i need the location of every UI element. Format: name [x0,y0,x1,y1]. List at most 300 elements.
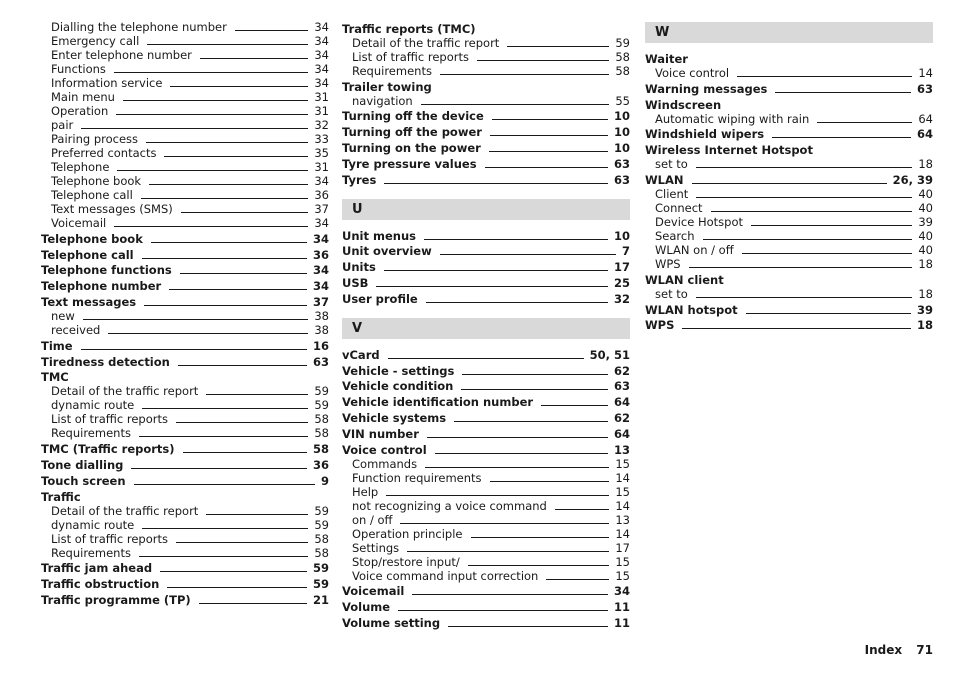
leader-line [178,365,307,366]
index-subentry[interactable] [645,66,933,80]
leader-line [703,239,913,240]
entry-label: Connect [655,200,703,215]
entry-page-number: 62 [613,410,630,425]
index-heading: Traffic [41,489,81,504]
footer-page-number: 71 [916,643,933,657]
index-subentry[interactable] [41,323,329,337]
index-subentry[interactable] [342,36,630,50]
index-subentry[interactable] [41,160,329,174]
entry-page-number: 34 [314,20,329,34]
entry-page-number: 59 [314,384,329,399]
entry-label: Tyres [342,172,377,187]
entry-label: Tone dialling [41,457,124,472]
entry-page-number: 59 [312,577,329,592]
index-entry[interactable] [41,339,329,353]
leader-line [477,60,609,61]
index-entry[interactable] [342,141,630,155]
leader-line [386,495,609,496]
entry-page-number: 34 [312,231,329,246]
leader-line [421,104,610,105]
index-subentry[interactable] [41,398,329,412]
entry-label: Stop/restore input/ [352,554,460,569]
entry-page-number: 17 [613,260,630,275]
index-entry[interactable] [342,157,630,171]
leader-line [131,468,307,469]
entry-label: Help [352,484,379,499]
index-entry[interactable] [645,318,933,332]
entry-label: Volume setting [342,615,441,630]
entry-page-number: 25 [613,275,630,290]
entry-page-number: 10 [613,228,630,243]
index-subentry[interactable] [645,287,933,301]
index-entry[interactable] [41,561,329,575]
index-entry[interactable] [342,260,630,274]
index-heading: WLAN client [645,272,724,287]
leader-line [114,72,308,73]
leader-line [440,254,616,255]
leader-line [746,313,911,314]
entry-page-number: 14 [615,470,630,485]
index-entry[interactable] [41,474,329,488]
leader-line [142,408,308,409]
index-entry[interactable] [41,577,329,591]
index-subentry[interactable] [41,146,329,160]
leader-line [108,333,308,334]
index-subentry[interactable] [41,518,329,532]
index-subentry[interactable] [41,104,329,118]
entry-label: Settings [352,540,400,555]
index-entry[interactable] [342,276,630,290]
entry-page-number: 13 [615,512,630,527]
index-subentry[interactable] [41,216,329,230]
entry-label: Voicemail [342,584,405,599]
index-column-3 [645,20,933,332]
index-subentry[interactable] [645,243,933,257]
index-entry[interactable] [645,173,933,187]
entry-label: Voice control [342,442,427,457]
entry-page-number: 10 [613,109,630,124]
entry-label: dynamic route [51,398,135,413]
page-footer [855,643,933,657]
leader-line [541,405,608,406]
index-entry[interactable] [645,303,933,317]
index-heading: Trailer towing [342,79,432,94]
leader-line [235,30,309,31]
entry-label: dynamic route [51,517,135,532]
leader-line [696,297,913,298]
entry-page-number: 38 [314,322,329,337]
index-subentry[interactable] [342,471,630,485]
index-subentry[interactable] [645,157,933,171]
leader-line [471,537,610,538]
entry-label: Information service [51,76,163,90]
leader-line [183,452,307,453]
leader-line [462,374,608,375]
index-subentry[interactable] [41,384,329,398]
index-subentry[interactable] [342,94,630,108]
index-subentry[interactable] [41,118,329,132]
index-entry[interactable] [342,427,630,441]
entry-page-number: 15 [615,484,630,499]
index-entry[interactable] [342,411,630,425]
leader-line [176,422,308,423]
entry-page-number: 34 [312,279,329,294]
index-entry[interactable] [342,125,630,139]
index-entry[interactable] [645,127,933,141]
index-subentry[interactable] [41,202,329,216]
leader-line [742,253,913,254]
entry-label: Vehicle condition [342,379,454,394]
index-entry[interactable] [41,295,329,309]
entry-page-number: 59 [615,35,630,50]
leader-line [149,184,308,185]
entry-label: navigation [352,93,413,108]
index-entry[interactable] [342,379,630,393]
index-subentry[interactable] [645,201,933,215]
entry-label: Requirements [51,545,131,560]
index-subentry[interactable] [41,174,329,188]
index-entry[interactable] [41,279,329,293]
entry-label: TMC (Traffic reports) [41,442,175,457]
entry-label: Detail of the traffic report [51,503,199,518]
entry-label: Turning off the device [342,109,484,124]
entry-page-number: 32 [314,118,329,132]
entry-label: WPS [655,256,681,271]
entry-page-number: 64 [613,395,630,410]
entry-page-number: 63 [613,156,630,171]
leader-line [555,509,610,510]
entry-page-number: 63 [312,354,329,369]
entry-page-number: 34 [312,263,329,278]
leader-line [81,349,307,350]
leader-line [134,484,315,485]
leader-line [376,286,608,287]
entry-page-number: 13 [613,442,630,457]
index-entry[interactable] [342,109,630,123]
entry-page-number: 58 [312,442,329,457]
entry-label: Turning off the power [342,125,482,140]
index-entry[interactable] [41,355,329,369]
leader-line [711,211,913,212]
entry-label: List of traffic reports [352,49,469,64]
entry-label: Function requirements [352,470,482,485]
entry-label: Voicemail [51,216,107,230]
index-subentry[interactable] [41,34,329,48]
index-entry[interactable] [41,232,329,246]
index-subentry[interactable] [41,48,329,62]
leader-line [123,100,308,101]
entry-page-number: 34 [314,62,329,76]
index-subentry[interactable] [342,64,630,78]
entry-page-number: 59 [312,561,329,576]
leader-line [144,305,307,306]
leader-line [412,594,608,595]
entry-page-number: 34 [314,216,329,230]
entry-label: User profile [342,291,418,306]
entry-page-number: 18 [916,318,933,333]
leader-line [490,135,608,136]
leader-line [461,389,608,390]
entry-page-number: 59 [314,503,329,518]
leader-line [81,128,308,129]
entry-label: Commands [352,456,418,471]
index-subentry[interactable] [342,485,630,499]
index-subentry[interactable] [41,546,329,560]
leader-line [489,151,608,152]
entry-label: Telephone [51,160,110,174]
index-subentry[interactable] [342,513,630,527]
entry-label: Telephone book [51,174,142,188]
leader-line [164,156,308,157]
index-entry[interactable] [342,173,630,187]
index-subentry[interactable] [342,457,630,471]
index-subentry[interactable] [342,569,630,583]
leader-line [485,167,608,168]
leader-line [398,610,608,611]
leader-line [139,436,308,437]
entry-page-number: 58 [615,49,630,64]
leader-line [546,579,609,580]
index-entry[interactable] [41,593,329,607]
index-entry[interactable] [342,364,630,378]
entry-label: WPS [645,318,675,333]
entry-label: Tiredness detection [41,354,170,369]
index-subentry[interactable] [41,412,329,426]
leader-line [170,86,308,87]
entry-page-number: 18 [918,286,933,301]
entry-page-number: 34 [314,34,329,48]
entry-page-number: 63 [613,379,630,394]
entry-label: VIN number [342,426,419,441]
leader-line [114,226,308,227]
entry-label: Operation principle [352,526,463,541]
leader-line [468,565,610,566]
index-entry[interactable] [342,395,630,409]
entry-label: Main menu [51,90,115,104]
entry-page-number: 59 [314,398,329,413]
leader-line [775,92,911,93]
index-subentry[interactable] [645,112,933,126]
leader-line [737,76,912,77]
entry-page-number: 33 [314,132,329,146]
index-entry[interactable] [342,229,630,243]
entry-label: Telephone number [41,279,162,294]
index-subentry[interactable] [41,504,329,518]
entry-label: Tyre pressure values [342,156,477,171]
entry-page-number: 14 [615,498,630,513]
entry-page-number: 40 [918,228,933,243]
entry-page-number: 58 [314,426,329,441]
index-subentry[interactable] [645,257,933,271]
leader-line [440,74,609,75]
entry-label: List of traffic reports [51,412,168,427]
entry-page-number: 21 [312,592,329,607]
index-subentry[interactable] [342,499,630,513]
entry-label: on / off [352,512,393,527]
leader-line [167,587,307,588]
index-subentry[interactable] [41,188,329,202]
entry-page-number: 55 [615,93,630,108]
entry-page-number: 63 [613,172,630,187]
leader-line [206,514,308,515]
letter-section-header: U [342,199,630,220]
index-subentry[interactable] [342,50,630,64]
entry-label: not recognizing a voice command [352,498,547,513]
index-subentry[interactable] [645,187,933,201]
index-entry[interactable] [342,443,630,457]
entry-label: Requirements [352,63,432,78]
entry-page-number: 36 [312,457,329,472]
index-subentry[interactable] [41,62,329,76]
entry-label: Detail of the traffic report [51,384,199,399]
entry-label: Automatic wiping with rain [655,111,810,126]
entry-page-number: 64 [613,426,630,441]
entry-label: Warning messages [645,81,768,96]
leader-line [454,421,608,422]
entry-label: received [51,322,101,337]
entry-page-number: 36 [312,247,329,262]
leader-line [492,119,608,120]
leader-line [448,626,608,627]
leader-line [141,198,309,199]
entry-label: Dialling the telephone number [51,20,227,34]
index-subentry[interactable] [342,541,630,555]
index-subentry[interactable] [41,532,329,546]
entry-page-number: 58 [615,63,630,78]
leader-line [425,467,609,468]
index-subentry[interactable] [41,90,329,104]
entry-label: Time [41,338,73,353]
entry-label: pair [51,118,74,132]
entry-page-number: 59 [314,517,329,532]
entry-label: Vehicle - settings [342,363,455,378]
letter-section-header: W [645,22,933,43]
index-subentry[interactable] [41,132,329,146]
index-entry[interactable] [41,263,329,277]
index-entry[interactable] [41,442,329,456]
entry-page-number: 40 [918,242,933,257]
index-entry[interactable] [342,616,630,630]
index-entry[interactable] [342,600,630,614]
index-entry[interactable] [342,292,630,306]
index-column-1 [41,20,329,607]
entry-label: Pairing process [51,132,139,146]
index-entry[interactable] [41,458,329,472]
index-entry[interactable] [342,244,630,258]
entry-page-number: 32 [613,291,630,306]
entry-label: Unit overview [342,244,432,259]
leader-line [507,46,609,47]
index-heading: Wireless Internet Hotspot [645,143,813,158]
leader-line [817,122,912,123]
entry-label: Traffic programme (TP) [41,592,191,607]
entry-label: set to [655,157,688,172]
entry-label: Voice control [655,66,730,80]
footer-section-label: Index [864,643,903,657]
leader-line [199,603,307,604]
entry-label: List of traffic reports [51,531,168,546]
entry-page-number: 16 [312,338,329,353]
index-subentry[interactable] [645,215,933,229]
index-subentry[interactable] [41,76,329,90]
leader-line [689,267,913,268]
entry-page-number: 15 [615,456,630,471]
index-subentry[interactable] [41,426,329,440]
leader-line [160,571,307,572]
index-entry[interactable] [342,348,630,362]
leader-line [151,242,307,243]
index-subentry[interactable] [342,527,630,541]
leader-line [435,453,608,454]
entry-label: Detail of the traffic report [352,35,500,50]
leader-line [139,556,308,557]
entry-label: Turning on the power [342,140,481,155]
leader-line [206,394,308,395]
leader-line [146,142,308,143]
leader-line [169,289,307,290]
leader-line [116,114,308,115]
index-subentry[interactable] [645,229,933,243]
entry-label: Windshield wipers [645,127,765,142]
entry-page-number: 37 [314,202,329,216]
letter-section-header: V [342,318,630,339]
entry-label: Telephone call [51,188,133,202]
index-entry[interactable] [41,248,329,262]
leader-line [751,225,912,226]
entry-label: Client [655,186,689,201]
leader-line [142,258,307,259]
entry-page-number: 14 [615,526,630,541]
entry-label: Text messages (SMS) [51,202,173,216]
entry-label: Preferred contacts [51,146,157,160]
entry-label: Requirements [51,426,131,441]
entry-page-number: 58 [314,545,329,560]
leader-line [142,528,308,529]
entry-label: Vehicle identification number [342,395,534,410]
entry-page-number: 35 [314,146,329,160]
index-subentry[interactable] [342,555,630,569]
leader-line [400,523,609,524]
entry-page-number: 10 [613,140,630,155]
leader-line [427,437,608,438]
entry-label: Units [342,260,376,275]
entry-page-number: 37 [312,294,329,309]
leader-line [426,302,608,303]
index-entry[interactable] [342,584,630,598]
leader-line [384,270,608,271]
entry-label: Enter telephone number [51,48,192,62]
entry-page-number: 18 [918,157,933,172]
entry-label: Emergency call [51,34,140,48]
leader-line [696,197,912,198]
entry-page-number: 62 [613,363,630,378]
entry-page-number: 11 [613,615,630,630]
entry-label: vCard [342,347,380,362]
entry-label: WLAN [645,172,684,187]
leader-line [180,273,307,274]
index-subentry[interactable] [41,309,329,323]
index-entry[interactable] [645,82,933,96]
entry-page-number: 58 [314,412,329,427]
leader-line [682,328,911,329]
leader-line [200,58,308,59]
entry-label: Functions [51,62,106,76]
index-subentry[interactable] [41,20,329,34]
index-heading: Traffic reports (TMC) [342,21,476,36]
entry-label: USB [342,275,369,290]
entry-label: Device Hotspot [655,214,744,229]
entry-page-number: 15 [615,554,630,569]
